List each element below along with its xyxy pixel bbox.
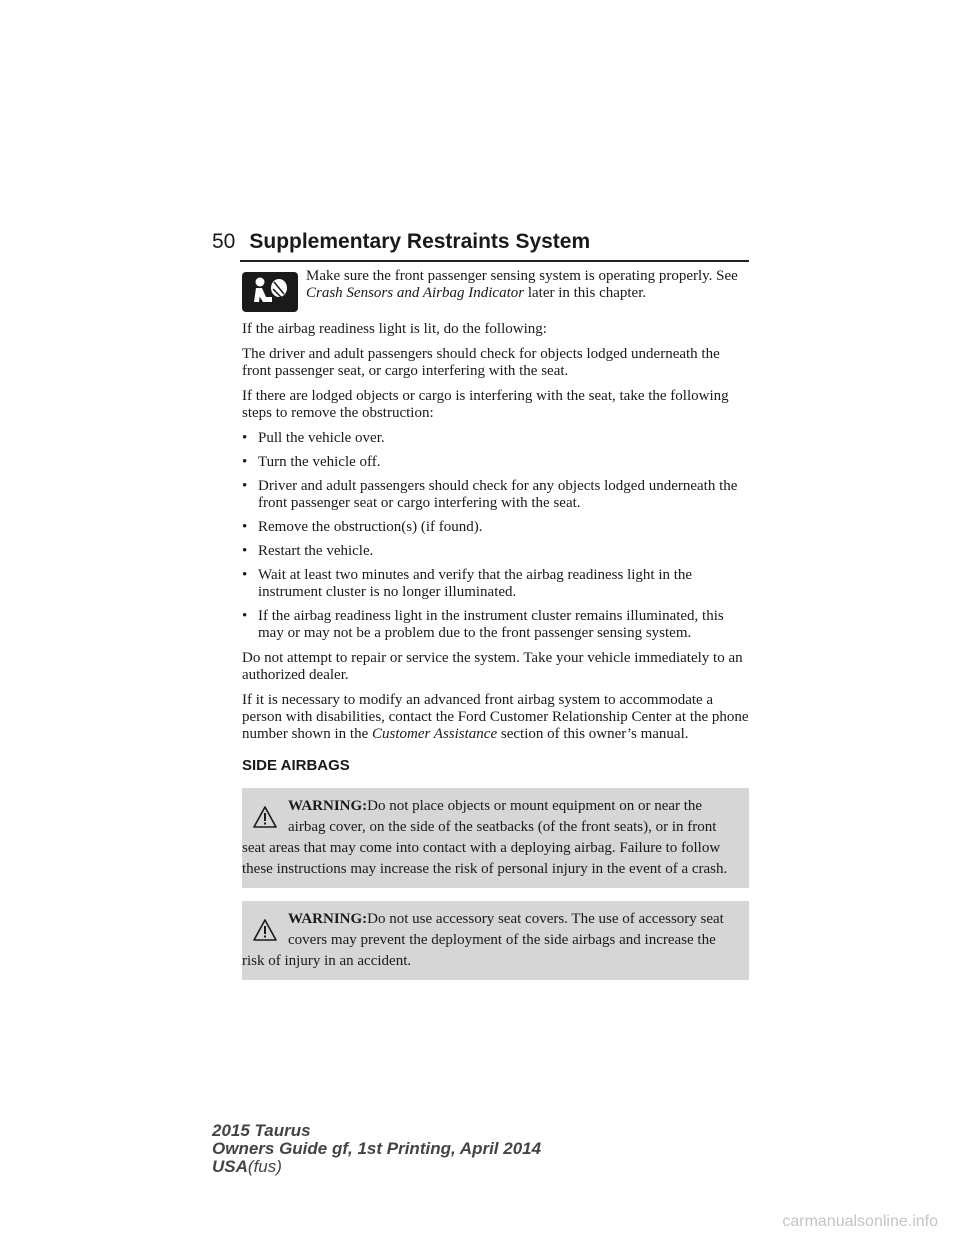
- warning-box: [242, 788, 749, 888]
- paragraph: If there are lodged objects or cargo is interfering with the seat, take the following steps to remove the obstruction:: [242, 388, 729, 421]
- header-rule: [240, 260, 749, 262]
- watermark: carmanualsonline.info: [782, 1213, 938, 1230]
- footer-printing: Owners Guide gf, 1st Printing, April 2014: [212, 1139, 542, 1158]
- paragraph: If it is necessary to modify an advanced front airbag system to accommodate a person with disabilities, contact the Ford Customer Relationship Center at the phone number shown in the Customer Assistance section of this owner’s manual.: [242, 692, 749, 742]
- list-item: • Remove the obstruction(s) (if found).: [242, 519, 483, 535]
- warning-label: WARNING:: [288, 911, 368, 927]
- passenger-airbag-icon: [242, 272, 298, 312]
- page-title: Supplementary Restraints System: [249, 230, 591, 253]
- warning-text: WARNING:Do not place objects or mount equipment on or near the airbag cover, on the side of the seatbacks (of the front seats), or in front seat areas that may come into contact with a deploying airbag. Failure to follow these instructions may increase the risk of personal injury in the event of a crash.: [242, 798, 728, 877]
- page-number: 50: [212, 230, 236, 253]
- section-heading: SIDE AIRBAGS: [242, 757, 350, 774]
- page-header: [212, 230, 749, 254]
- list-item: • If the airbag readiness light in the instrument cluster remains illuminated, this may or may not be a problem due to the front passenger sensing system.: [242, 608, 724, 641]
- page-content: [242, 268, 749, 993]
- passenger-sensing-note: [242, 268, 749, 312]
- customer-assistance-link: Customer Assistance: [371, 726, 498, 742]
- note-link: Crash Sensors and Airbag Indicator: [306, 285, 525, 301]
- paragraph: If the airbag readiness light is lit, do the following:: [242, 321, 547, 337]
- list-item: • Driver and adult passengers should check for any objects lodged underneath the front passenger seat or cargo interfering with the seat.: [242, 478, 738, 511]
- document-footer: [212, 1122, 541, 1176]
- list-item: • Wait at least two minutes and verify that the airbag readiness light in the instrument cluster is no longer illuminated.: [242, 567, 693, 600]
- obstruction-steps-list: [242, 430, 749, 642]
- warning-box: [242, 901, 749, 980]
- paragraph: Do not attempt to repair or service the system. Take your vehicle immediately to an authorized dealer.: [242, 650, 743, 683]
- warning-label: WARNING:: [288, 798, 368, 814]
- footer-region: USA(fus): [212, 1157, 282, 1176]
- paragraph: The driver and adult passengers should check for objects lodged underneath the front passenger seat, or cargo interfering with the seat.: [242, 346, 720, 379]
- warning-triangle-icon: [242, 909, 288, 951]
- warning-triangle-icon: [242, 796, 288, 838]
- warning-text: WARNING:Do not use accessory seat covers. The use of accessory seat covers may prevent the deployment of the side airbags and increase the risk of injury in an accident.: [242, 911, 724, 969]
- list-item: • Turn the vehicle off.: [242, 454, 381, 470]
- footer-model: 2015 Taurus: [212, 1121, 311, 1140]
- list-item: • Restart the vehicle.: [242, 543, 374, 559]
- note-text: Make sure the front passenger sensing system is operating properly. See Crash Sensors and Airbag Indicator later in this chapter.: [306, 268, 738, 301]
- list-item: • Pull the vehicle over.: [242, 430, 385, 446]
